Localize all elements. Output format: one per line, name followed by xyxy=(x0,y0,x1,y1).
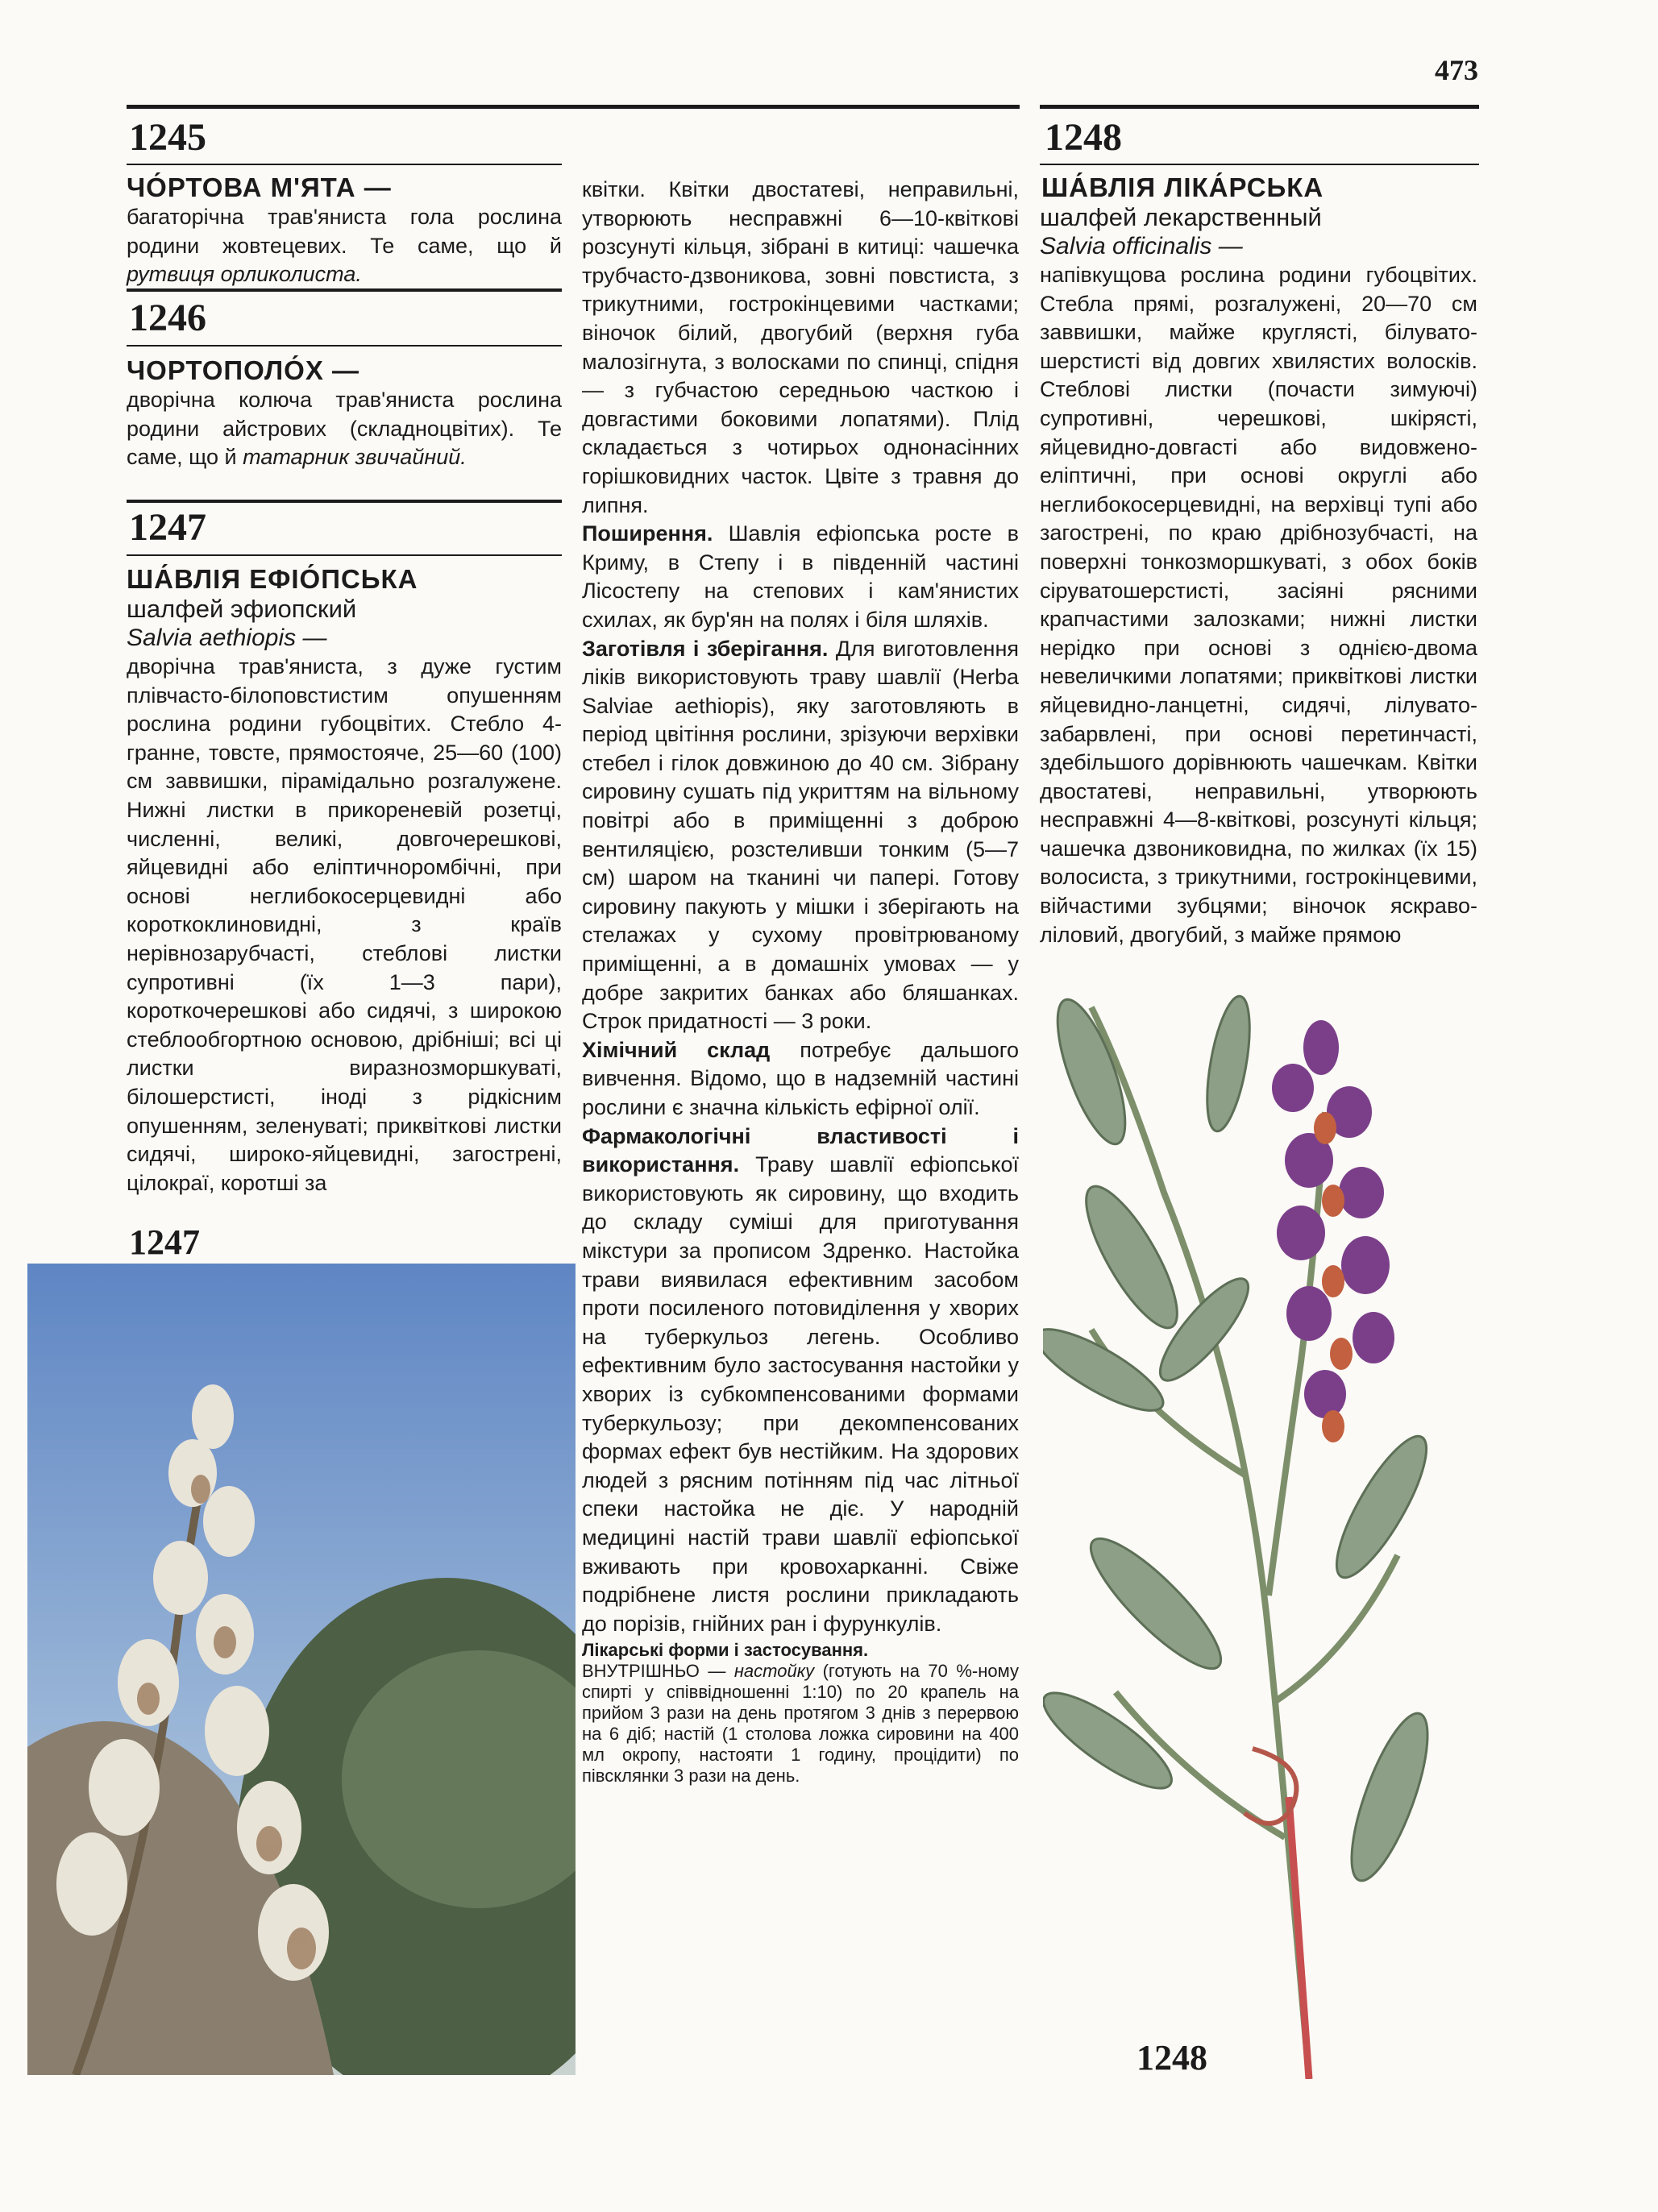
latin-name-1247: Salvia aethiopis — xyxy=(127,625,327,651)
entry-body-1247 xyxy=(127,595,562,1197)
entry-text-1245-italic: рутвиця орликолиста. xyxy=(127,262,362,287)
illustration-salvia-officinalis xyxy=(1043,991,1446,2079)
entry-text-1245-body: багаторічна трав'яниста гола рослина родини жовтецевих. Те саме, що й xyxy=(127,205,562,258)
entry-number-1245: 1245 xyxy=(129,116,206,159)
top-rule-right xyxy=(1040,105,1479,109)
chem-text: потребує дальшого вивчення. Відомо, що в надземній частині рослини є значна кількість ефірної олії. xyxy=(582,1037,1019,1119)
illustration-label-1248: 1248 xyxy=(1136,2038,1207,2077)
entry-number-1247: 1247 xyxy=(129,506,206,549)
entry-title-1247: ША́ВЛІЯ ЕФІО́ПСЬКА xyxy=(127,564,418,594)
forms-lead: ВНУТРІШНЬО — xyxy=(582,1661,734,1682)
entry-rule-1246 xyxy=(127,345,562,347)
entry-title-1246: ЧОРТОПОЛО́Х — xyxy=(127,355,360,385)
photo-label-1247: 1247 xyxy=(129,1222,200,1262)
description-1247: дворічна трав'яниста, з дуже густим плівчасто-білоповстистим опушенням рослина родини губоцвітих. Стебло 4-гранне, товсте, прямостояче, 25—60 (100) см заввишки, пірамідально розгалужене. Нижні листки в прикореневій розетці, численні, великі, довгочерешкові, яйцевидні або еліптичноромбічні, при основі неглибокосерцевидні або короткоклиновидні, з країв нерівнозарубчасті, стеблові листки супротивні (їх 1—3 пари), короткочерешкові або сидячі, з широкою стеблообгортною основою, дрібніші; всі ці листки виразнозморшкуваті, білошерстисті, іноді з рідкісним опушенням, зеленуваті; приквіткові листки сидячі, широко-яйцевидні, загострені, цілокраї, коротші за xyxy=(127,654,562,1195)
continuation-text: квітки. Квітки двостатеві, неправильні, утворюють несправжні 6—10-квіткові розсунуті кільця, зібрані в китиці: чашечка трубчасто-дзвоникова, зовні повстиста, з трикутними, гострокінцевими частками; віночок білий, двогубий (верхня губа малозігнута, з волосками по спинці, спідня — з губчастою середньою часткою і довгастими боковими лопатями). Плід складається з чотирьох однонасінних горішковидних часток. Цвіте з травня до липня. xyxy=(582,177,1019,517)
spread-text: Шавлія ефіопська росте в Криму, в Степу і в південній частині Лісостепу на степових і кам'янистих схилах, як бур'ян на полях і біля шляхів. xyxy=(582,521,1019,632)
harvest-heading: Заготівля і зберігання. xyxy=(582,636,829,661)
spread-heading: Поширення. xyxy=(582,521,713,546)
entry-rule-1247-top xyxy=(127,500,562,503)
forms-text: (готують на 70 %-ному спирті у співвідношенні 1:10) по 20 крапель на прийом 3 рази на день протягом 3 днів з перервою на 6 діб; настій (1 столова ложка сировини на 400 мл окропу, настояти 1 годину, процідити) по півсклянки 3 рази на день. xyxy=(582,1661,1019,1787)
chem-paragraph xyxy=(582,1036,1019,1123)
entry-text-1246 xyxy=(127,386,562,472)
entry-text-1245 xyxy=(127,203,562,289)
middle-column xyxy=(582,176,1019,1787)
latin-name-1248: Salvia officinalis — xyxy=(1040,233,1243,259)
pharm-paragraph xyxy=(582,1123,1019,1639)
entry-title-1248: ША́ВЛІЯ ЛІКА́РСЬКА xyxy=(1041,172,1324,202)
entry-rule-1248 xyxy=(1040,164,1479,165)
photo-drawing xyxy=(27,1264,576,2075)
forms-paragraph xyxy=(582,1640,1019,1787)
chem-heading: Хімічний склад xyxy=(582,1037,771,1062)
forms-heading: Лікарські форми і застосування. xyxy=(582,1640,869,1661)
top-rule-left xyxy=(127,105,1020,109)
description-1248: напівкущова рослина родини губоцвітих. Стебла прямі, розгалужені, 20—70 см заввишки, майже круглясті, білувато-шерстисті від довгих хвилястих волосків. Стеблові листки (почасти зимуючі) супротивні, черешкові, шкірясті, яйцевидно-довгасті або видовжено-еліптичні, при основі округлі або неглибокосерцевидні, на верхівці тупі або загострені, по краю дрібнозубчасті, на поверхні тонкозморшкуваті, з обох боків сіруватошерстисті, засіяні рясними крапчастими залозками; нижні листки нерідко при основі з однією-двома невеличкими лопатями; приквіткові листки яйцевидно-ланцетні, сидячі, лілувато-забарвлені, при основі перетинчасті, здебільшого дорівнюють чашечкам. Квітки двостатеві, неправильні, утворюють несправжні 4—8-квіткові, розсунуті кільця; чашечка дзвониковидна, по жилках (їх 15) волосиста, з трикутними, гострокінцевими, війчастими зубцями; віночок яскраво-ліловий, двогубий, з майже прямою xyxy=(1040,263,1477,947)
harvest-text: Для виготовлення ліків використовують траву шавлії (Herba Salviae aethiopis), яку заготовляють в період цвітіння рослини, зрізуючи верхівки стебел і гілок довжиною до 40 см. Зібрану сировину сушать під укриттям на вільному повітрі або в приміщенні з доброю вентиляцією, розстеливши тонким (5—7 см) шаром на тканині чи папері. Готову сировину пакують у мішки і зберігають на стелажах у сухому провітрюваному приміщенні, а в домашніх умовах — у добре закритих банках або бляшанках. Строк придатності — 3 роки. xyxy=(582,636,1019,1034)
russian-name-1247: шалфей эфиопский xyxy=(127,595,357,623)
entry-rule-1246-top xyxy=(127,288,562,292)
photo-salvia-aethiopis xyxy=(27,1264,576,2075)
entry-text-1246-body: дворічна колюча трав'яниста рослина родини айстрових (складноцвітих). Те саме, що й xyxy=(127,388,562,470)
entry-rule-1247 xyxy=(127,554,562,556)
spread-paragraph xyxy=(582,520,1019,634)
page-number: 473 xyxy=(1435,54,1478,86)
entry-body-1248 xyxy=(1040,203,1477,949)
pharm-heading: Фармакологічні властивості і використання. xyxy=(582,1123,1019,1177)
illustration-drawing xyxy=(1043,991,1446,2079)
forms-lead-italic: настойку xyxy=(733,1661,815,1682)
entry-rule-1245 xyxy=(127,164,562,165)
harvest-paragraph xyxy=(582,635,1019,1036)
russian-name-1248: шалфей лекарственный xyxy=(1040,203,1322,231)
entry-title-1245: ЧО́РТОВА М'ЯТА — xyxy=(127,172,392,202)
entry-text-1246-italic: татарник звичайний. xyxy=(243,445,467,470)
entry-number-1246: 1246 xyxy=(129,297,206,339)
entry-number-1248: 1248 xyxy=(1045,116,1122,159)
pharm-text: Траву шавлії ефіопської використовують як сировину, що входить до складу суміші для приготування мікстури за прописом Здренко. Настойка трави виявилася ефективним засобом проти посиленого потовиділення у хворих на туберкульоз легень. Особливо ефективним було застосування настойки у хворих із субкомпенсованими формами туберкульозу; при декомпенсованих формах ефект був нестійким. На здорових людей з рясним потінням під час літньої спеки настойка не діє. У народній медицині настій трави шавлії ефіопської вживають при кровохарканні. Свіже подрібнене листя рослини прикладають до порізів, гнійних ран і фурункулів. xyxy=(582,1152,1019,1636)
